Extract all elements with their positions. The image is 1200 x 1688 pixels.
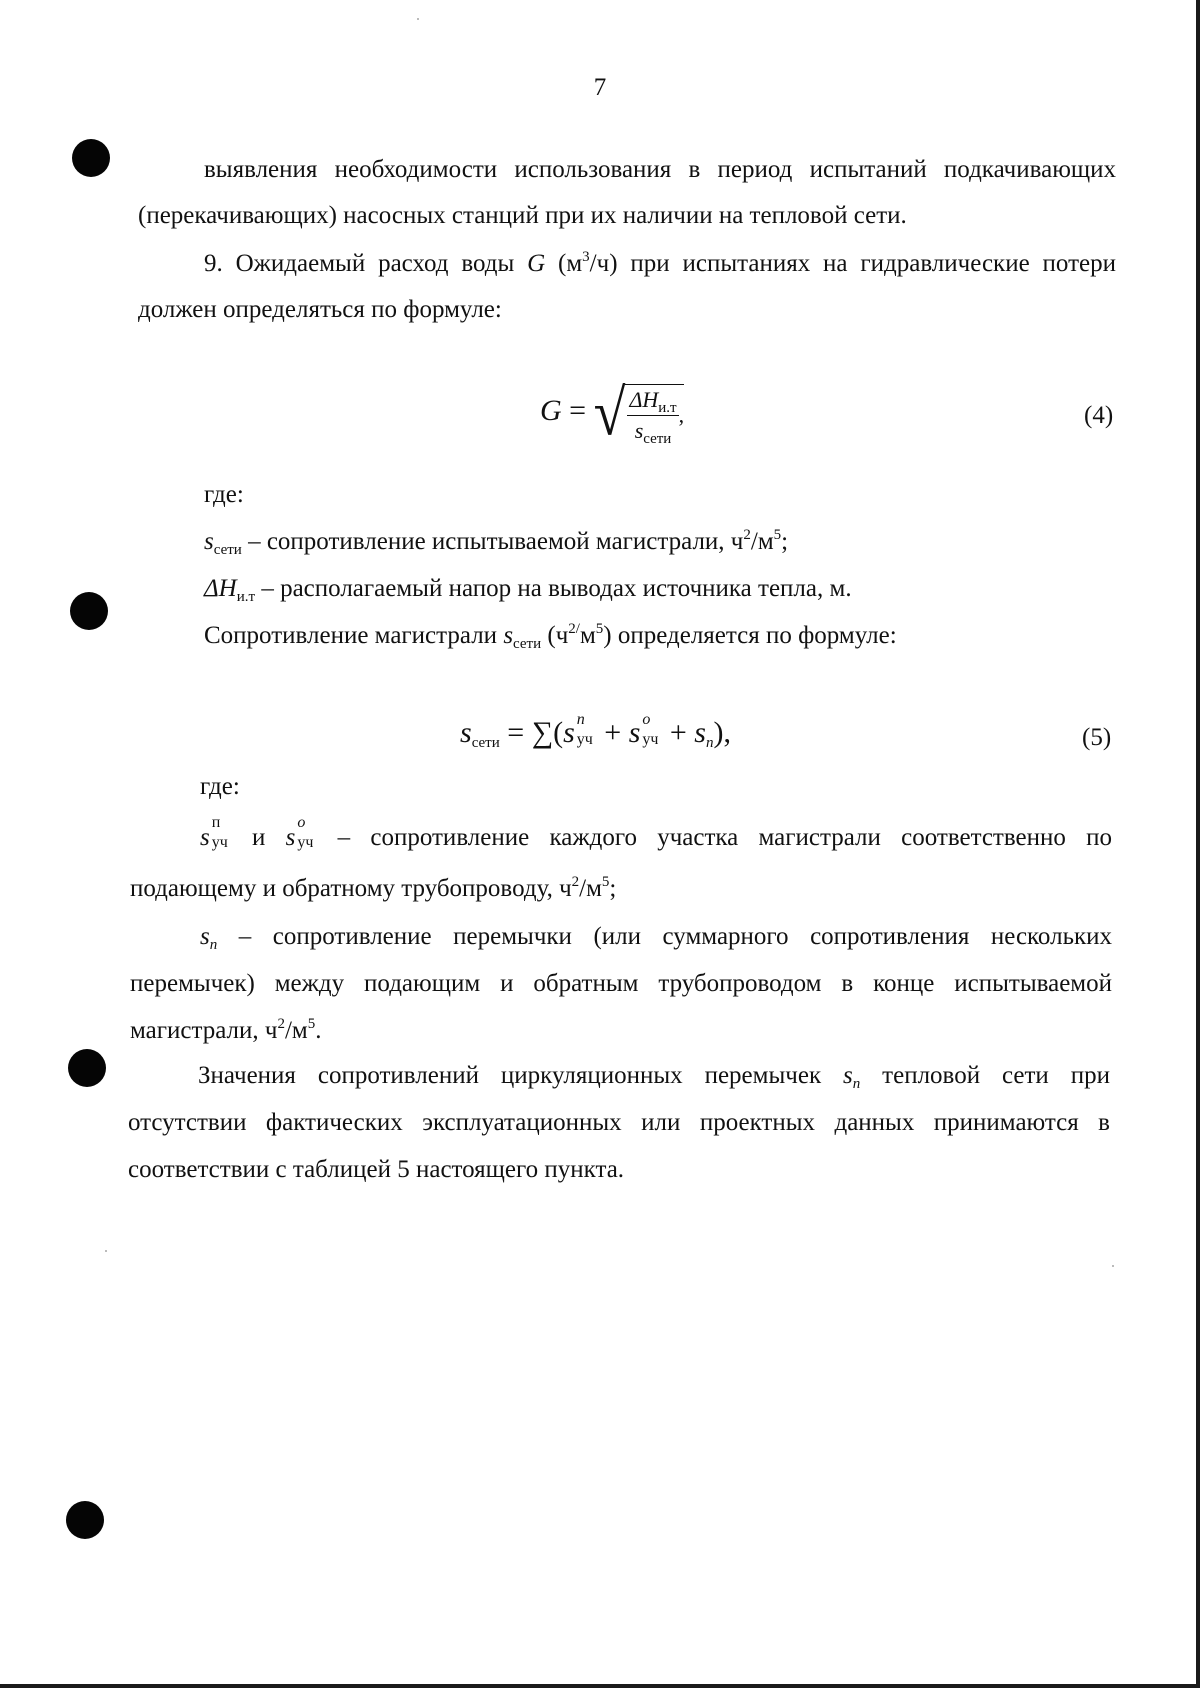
paragraph-line: должен определяться по формуле:: [138, 296, 502, 323]
paragraph-line: выявления необходимости использования в период испытаний подкачивающих: [204, 156, 1116, 183]
definition-line: перемычек) между подающим и обратным трубопроводом в конце испытываемой: [130, 970, 1112, 997]
definition-line: $s_n$ – сопротивление перемычки (или суммарного сопротивления нескольких: [200, 923, 1112, 953]
punch-hole: [68, 1049, 106, 1087]
definition-line: s п уч и s o уч – сопротивление каждого участка магистрали соответственно по: [200, 814, 1112, 851]
paragraph-line: Сопротивление магистрали $s_{сети}$ $(ч^{2/}м^5)$ определяется по формуле:: [204, 621, 897, 652]
where-label: где:: [204, 481, 244, 508]
formula-5: $s_{сети} = \sum(s$ n уч + s o уч + $s_n$),: [460, 711, 731, 751]
punch-hole: [70, 592, 108, 630]
definition-line: $\Delta H_{и.т}$ – располагаемый напор на выводах источника тепла, м.: [204, 575, 852, 605]
formula-4: G = √ $\frac{\Delta H_{и.т}}{s_{сети}}$ ,: [540, 376, 685, 449]
paragraph-line: Значения сопротивлений циркуляционных перемычек $s_n$ тепловой сети при: [198, 1062, 1110, 1092]
fraction: $\frac{\Delta H_{и.т}}{s_{сети}}$: [629, 387, 677, 447]
definition-line: подающему и обратному трубопроводу, $ч^2/м^5$;: [130, 874, 617, 902]
scan-edge-right: [1196, 0, 1200, 1688]
scan-speck: [105, 1250, 107, 1252]
page-number: 7: [593, 74, 607, 101]
paragraph-line: отсутствии фактических эксплуатационных или проектных данных принимаются в: [128, 1109, 1110, 1136]
definition-line: магистрали, $ч^2/м^5$.: [130, 1016, 322, 1044]
formula-number: (4): [1084, 402, 1114, 429]
sqrt-sign: √ $\frac{\Delta H_{и.т}}{s_{сети}}$ ,: [593, 376, 685, 449]
formula-number: (5): [1082, 724, 1112, 751]
where-label: где:: [200, 773, 240, 800]
scan-speck: [417, 18, 419, 20]
scan-edge-bottom: [0, 1684, 1200, 1688]
punch-hole: [72, 139, 110, 177]
paragraph-line: (перекачивающих) насосных станций при их наличии на тепловой сети.: [138, 202, 907, 229]
definition-line: $s_{сети}$ – сопротивление испытываемой магистрали, $ч^2/м^5$;: [204, 527, 789, 558]
paragraph-line: соответствии с таблицей 5 настоящего пункта.: [128, 1156, 625, 1183]
scan-speck: [1112, 1265, 1114, 1267]
paragraph-line: 9. Ожидаемый расход воды G $(м^3/ч)$ при испытаниях на гидравлические потери: [204, 249, 1116, 277]
punch-hole: [66, 1501, 104, 1539]
